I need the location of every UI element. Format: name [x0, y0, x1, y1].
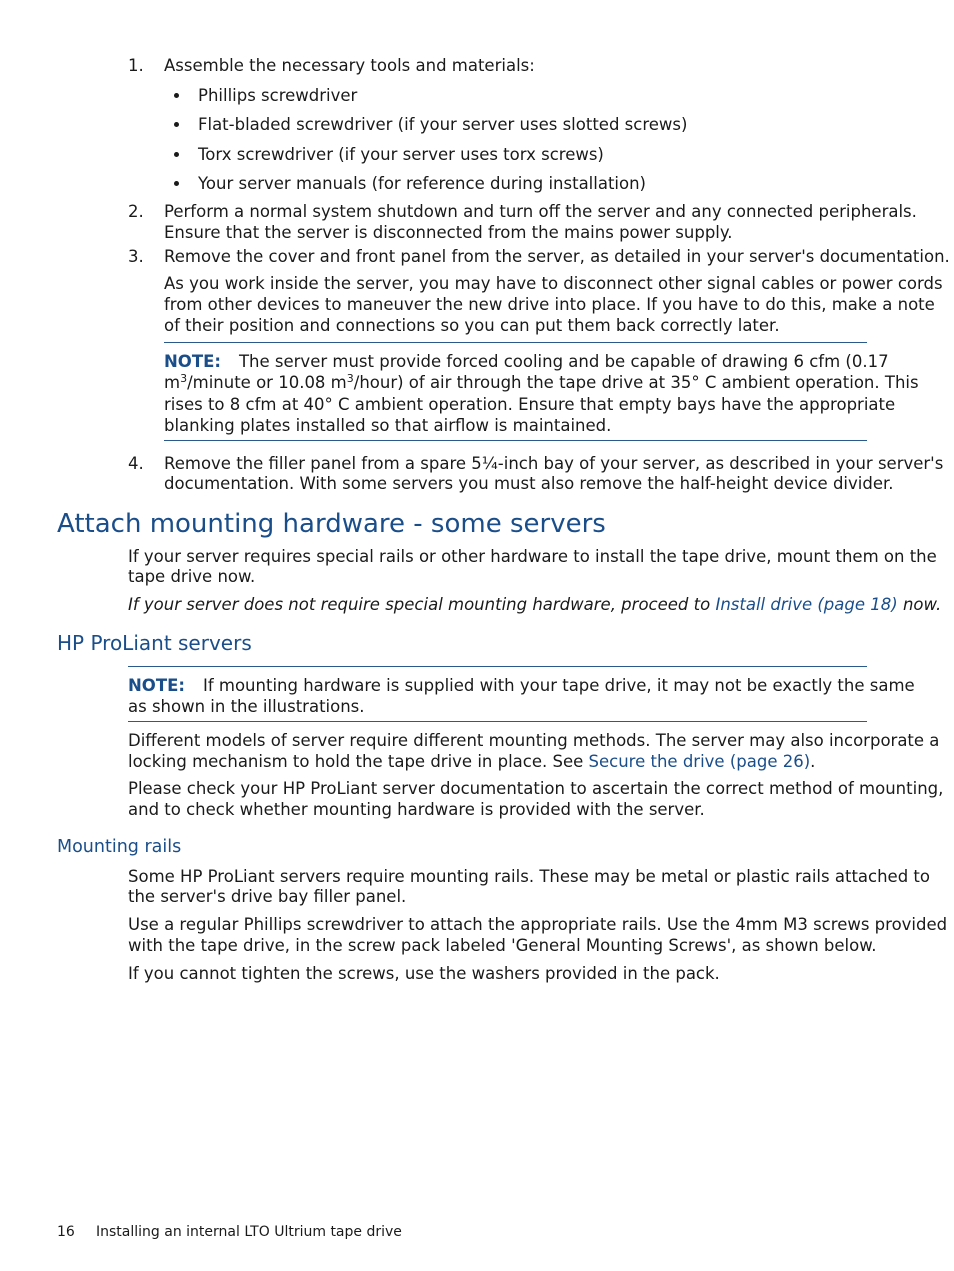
- paragraph-text: If your server does not require special mounting hardware, proceed to: [128, 595, 716, 614]
- step-3-paragraph-line: As you work inside the server, you may have to disconnect other signal cables or power cords: [164, 274, 943, 293]
- paragraph-text: now.: [897, 595, 942, 614]
- subsection-heading: HP ProLiant servers: [57, 631, 252, 655]
- note-label: NOTE:: [164, 352, 221, 371]
- bullet-item: Phillips screwdriver: [198, 86, 358, 105]
- section-heading: Attach mounting hardware - some servers: [57, 509, 606, 539]
- step-2-text-line: Ensure that the server is disconnected from the mains power supply.: [164, 223, 733, 242]
- step-2-text-line: Perform a normal system shutdown and turn off the server and any connected peripherals.: [164, 202, 917, 221]
- step-1-number: 1.: [128, 56, 144, 75]
- paragraph-line: with the tape drive, in the screw pack labeled 'General Mounting Screws', as shown below.: [128, 936, 877, 955]
- step-3-paragraph-line: of their position and connections so you can put them back correctly later.: [164, 316, 780, 335]
- bullet-icon: [174, 93, 179, 98]
- step-3-paragraph-line: from other devices to maneuver the new drive into place. If you have to do this, make a note: [164, 295, 935, 314]
- note-line: [128, 675, 915, 696]
- bullet-item: Flat-bladed screwdriver (if your server uses slotted screws): [198, 115, 688, 134]
- note-line: blanking plates installed so that airflow is maintained.: [164, 416, 612, 435]
- step-3-text: Remove the cover and front panel from the server, as detailed in your server's documentation.: [164, 247, 950, 266]
- note-line: [164, 351, 889, 372]
- step-4-text-line: Remove the filler panel from a spare 5¼-inch bay of your server, as described in your server's: [164, 454, 944, 473]
- step-1-text: Assemble the necessary tools and materials:: [164, 56, 535, 75]
- footer-title: Installing an internal LTO Ultrium tape drive: [96, 1224, 402, 1240]
- paragraph-line: Use a regular Phillips screwdriver to attach the appropriate rails. Use the 4mm M3 screws provided: [128, 915, 948, 934]
- bullet-icon: [174, 181, 179, 186]
- step-4-text-line: documentation. With some servers you must also remove the half-height device divider.: [164, 474, 894, 493]
- paragraph-line: If your server requires special rails or other hardware to install the tape drive, mount them on the: [128, 547, 937, 566]
- paragraph-line: tape drive now.: [128, 567, 256, 586]
- note-text: /hour) of air through the tape drive at 35° C ambient operation. This: [353, 373, 919, 392]
- note-bottom-rule: [164, 440, 867, 441]
- note-line: as shown in the illustrations.: [128, 697, 365, 716]
- bullet-icon: [174, 122, 179, 127]
- note-text: m: [164, 373, 181, 392]
- superscript: 3: [180, 372, 188, 385]
- step-2-number: 2.: [128, 202, 144, 221]
- step-4-number: 4.: [128, 454, 144, 473]
- page-number: 16: [57, 1224, 75, 1240]
- paragraph-line: and to check whether mounting hardware is provided with the server.: [128, 800, 705, 819]
- note-top-rule: [164, 342, 867, 343]
- note-text: If mounting hardware is supplied with your tape drive, it may not be exactly the same: [202, 676, 915, 695]
- step-3-number: 3.: [128, 247, 144, 266]
- bullet-icon: [174, 152, 179, 157]
- paragraph-line: Please check your HP ProLiant server documentation to ascertain the correct method of mounting,: [128, 779, 944, 798]
- paragraph-line: If you cannot tighten the screws, use the washers provided in the pack.: [128, 964, 720, 983]
- subsubsection-heading: Mounting rails: [57, 837, 182, 857]
- note-top-rule: [128, 666, 867, 667]
- paragraph-text: locking mechanism to hold the tape drive in place. See: [128, 752, 589, 771]
- paragraph-line: [128, 594, 941, 615]
- note-line: [164, 372, 919, 393]
- install-drive-link[interactable]: Install drive (page 18): [715, 595, 898, 614]
- note-text: The server must provide forced cooling and be capable of drawing 6 cfm (0.17: [238, 352, 889, 371]
- paragraph-line: Different models of server require different mounting methods. The server may also incorporate a: [128, 731, 940, 750]
- note-bottom-rule: [128, 721, 867, 722]
- note-text: /minute or 10.08 m: [187, 373, 347, 392]
- note-line: rises to 8 cfm at 40° C ambient operation. Ensure that empty bays have the appropriate: [164, 395, 896, 414]
- paragraph-line: [128, 751, 815, 772]
- paragraph-line: Some HP ProLiant servers require mounting rails. These may be metal or plastic rails attached to: [128, 867, 930, 886]
- secure-drive-link[interactable]: Secure the drive (page 26): [588, 752, 811, 771]
- paragraph-line: the server's drive bay filler panel.: [128, 887, 407, 906]
- superscript: 3: [346, 372, 354, 385]
- bullet-item: Torx screwdriver (if your server uses torx screws): [198, 145, 604, 164]
- paragraph-text: .: [810, 752, 816, 771]
- note-label: NOTE:: [128, 676, 185, 695]
- bullet-item: Your server manuals (for reference during installation): [198, 174, 646, 193]
